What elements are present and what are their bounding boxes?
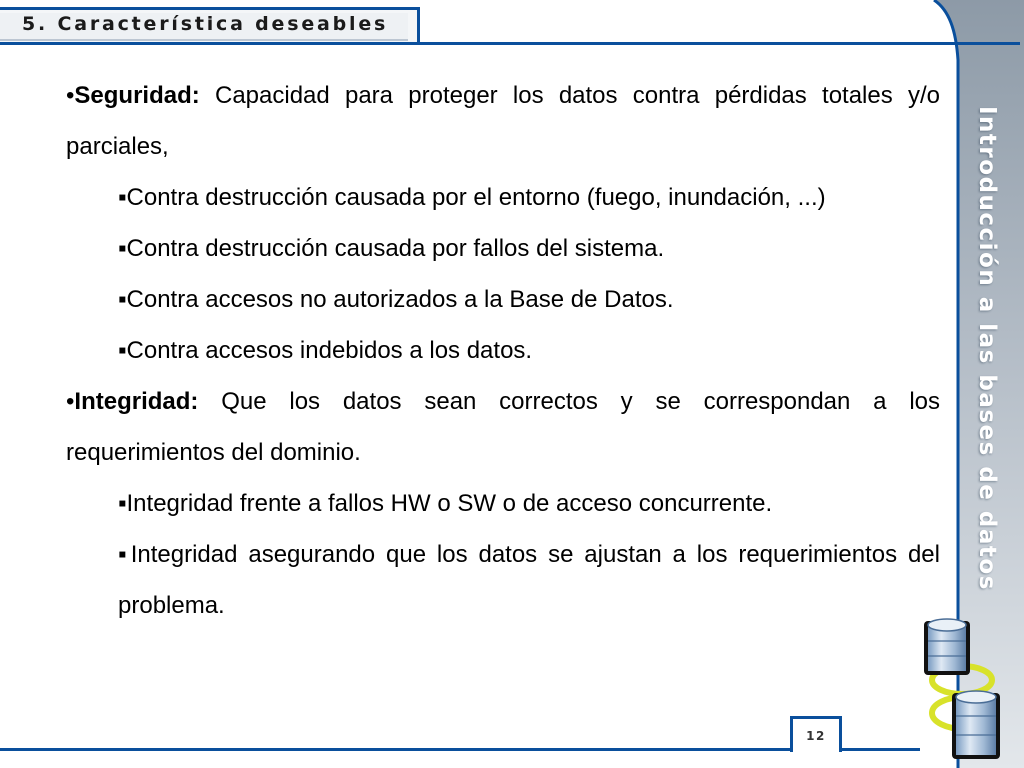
page-number: 12 — [806, 729, 826, 743]
bullet-marker: • — [66, 388, 75, 415]
bullet-marker: • — [66, 82, 75, 109]
slide-content — [66, 70, 940, 631]
footer-rule-right — [840, 748, 920, 751]
bullet-text: Integridad asegurando que los datos se ajustan a los requerimientos del problema. — [118, 541, 940, 619]
title-rule — [420, 42, 1020, 45]
side-title: Introducción a las bases de datos — [974, 106, 1000, 591]
bullet-marker: ▪ — [118, 286, 127, 313]
bullet-marker: ▪ — [118, 541, 131, 568]
bullet-item — [66, 70, 940, 172]
bullet-marker: ▪ — [118, 337, 127, 364]
sub-bullet-item — [66, 529, 940, 631]
bullet-marker: ▪ — [118, 235, 127, 262]
bullet-text: Contra destrucción causada por fallos del sistema. — [126, 235, 665, 262]
sub-bullet-item — [66, 172, 940, 223]
slide-title: 5. Característica deseables — [22, 13, 389, 35]
bullet-text: Capacidad para proteger los datos contra pérdidas totales y/o parciales, — [66, 82, 940, 160]
sub-bullet-item — [66, 274, 940, 325]
bullet-marker: ▪ — [118, 490, 127, 517]
sub-bullet-item — [66, 223, 940, 274]
footer-rule — [0, 748, 792, 751]
bullet-heading: Seguridad: — [74, 82, 200, 109]
bullet-marker: ▪ — [118, 184, 127, 211]
page-number-box — [790, 716, 842, 752]
bullet-text: Integridad frente a fallos HW o SW o de acceso concurrente. — [126, 490, 773, 517]
bullet-text: Contra accesos indebidos a los datos. — [126, 337, 533, 364]
bullet-item — [66, 376, 940, 478]
bullet-text: Contra accesos no autorizados a la Base de Datos. — [126, 286, 674, 313]
bullet-text: Contra destrucción causada por el entorno (fuego, inundación, ...) — [126, 184, 826, 211]
bullet-text: Que los datos sean correctos y se correspondan a los requerimientos del dominio. — [66, 388, 940, 466]
sub-bullet-item — [66, 478, 940, 529]
bullet-heading: Integridad: — [74, 388, 199, 415]
sub-bullet-item — [66, 325, 940, 376]
